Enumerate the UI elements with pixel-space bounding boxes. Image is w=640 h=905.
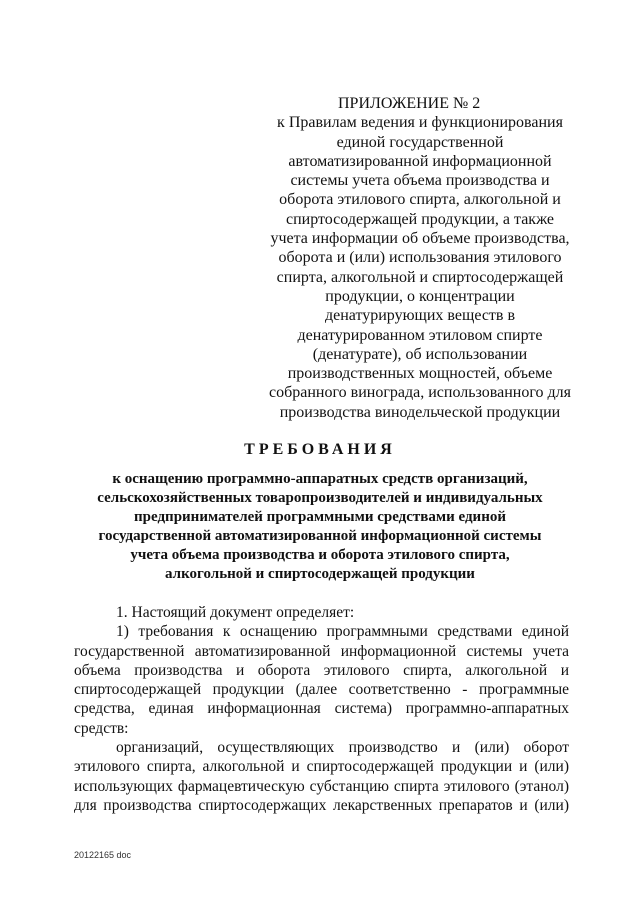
paragraph-3-line: этилового спирта, алкогольной и спиртосодержащей продукции и (или) (74, 758, 569, 776)
body-text (74, 603, 569, 815)
appendix-line: к Правилам ведения и функционирования (277, 114, 563, 132)
requirements-subtitle (60, 470, 580, 584)
appendix-title: ПРИЛОЖЕНИЕ № 2 (338, 95, 481, 112)
paragraph-3-line: для производства спиртосодержащих лекарственных препаратов и (или) (74, 796, 569, 814)
footer-doc-id: 20122165 doc (74, 850, 132, 860)
subtitle-line: учета объема производства и оборота этилового спирта, (130, 547, 510, 563)
subtitle-line: к оснащению программно-аппаратных средств организаций, (112, 471, 528, 487)
paragraph-2-line: средства, единая информационная система) программно-аппаратных (74, 700, 569, 718)
paragraph-2-line: объема производства и оборота этилового спирта, алкогольной и (74, 661, 569, 679)
appendix-line: спирта, алкогольной и спиртосодержащей (276, 268, 564, 286)
subtitle-line: сельскохозяйственных товаропроизводителей и индивидуальных (97, 490, 543, 506)
subtitle-line: алкогольной и спиртосодержащей продукции (165, 566, 475, 582)
requirements-heading: ТРЕБОВАНИЯ (244, 441, 396, 458)
appendix-line: производства винодельческой продукции (279, 403, 561, 421)
paragraph-1: 1. Настоящий документ определяет: (116, 604, 355, 621)
appendix-line: денатурирующих веществ в (324, 307, 516, 325)
appendix-line: (денатурате), об использовании (312, 345, 528, 363)
paragraph-2-line: средств: (74, 719, 129, 737)
appendix-block (268, 94, 572, 422)
paragraph-2-line: государственной автоматизированной информационной системы учета (74, 642, 569, 660)
subtitle-line: предпринимателей программными средствами единой (134, 509, 506, 525)
appendix-line: продукции, о концентрации (325, 287, 515, 305)
appendix-line: спиртосодержащей продукции, а также (285, 210, 555, 228)
appendix-line: оборота этилового спирта, алкогольной и (279, 191, 561, 209)
appendix-line: учета информации об объеме производства, (270, 230, 570, 248)
paragraph-3-line: использующих фармацевтическую субстанцию спирта этилового (этанол) (74, 777, 569, 795)
appendix-line: собранного винограда, использованного для (269, 384, 571, 402)
paragraph-3-line: организаций, осуществляющих производство и (или) оборот (116, 739, 569, 757)
appendix-line: производственных мощностей, объеме (287, 365, 553, 383)
appendix-line: денатурированном этиловом спирте (297, 326, 543, 344)
subtitle-line: государственной автоматизированной информационной системы (98, 528, 542, 544)
appendix-line: системы учета объема производства и (290, 172, 550, 190)
appendix-line: единой государственной (336, 133, 504, 151)
paragraph-2-line: спиртосодержащей продукции (далее соответственно - программные (74, 681, 569, 699)
paragraph-2-line: 1) требования к оснащению программными средствами единой (116, 623, 569, 641)
appendix-line: оборота и (или) использования этилового (278, 249, 562, 267)
appendix-line: автоматизированной информационной (288, 152, 552, 170)
